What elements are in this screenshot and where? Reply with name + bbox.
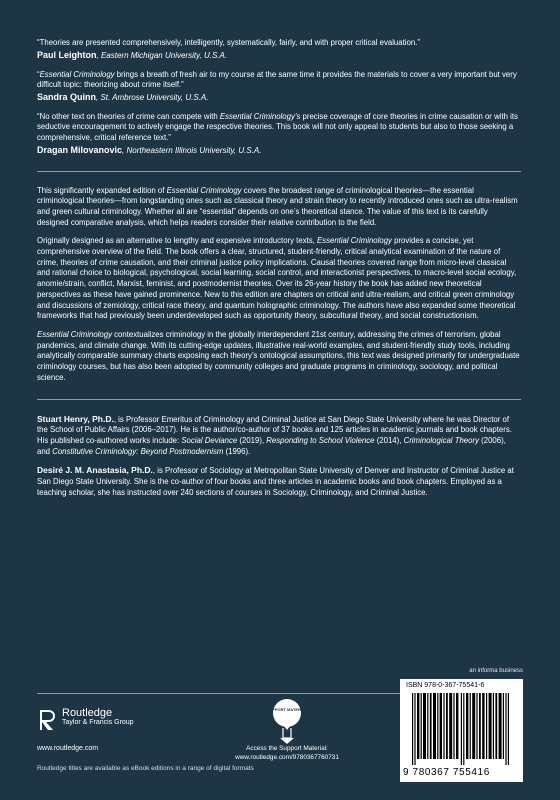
reviewer-affiliation: , St. Ambrose University, U.S.A. [96, 92, 209, 102]
reviewer-name: Paul Leighton [37, 49, 97, 60]
publisher-logo[interactable] [37, 708, 134, 732]
logo-wordmark [62, 708, 134, 728]
reviewer [37, 50, 521, 61]
author-name: Desiré J. M. Anastasia, Ph.D. [37, 465, 153, 476]
description-paragraph: This significantly expanded edition of Essential Criminology covers the broadest range of criminological theories—the essential criminological theories—from longstanding ones such as classical theory and strain theory to recently introduced ones such as ultra-realism and green cultural criminology. Whether all are “essential” depends on one’s theoretical stance. The value of this text is its carefully designed comparative analysis, which helps readers consider their relative contribution to the field. [37, 185, 518, 227]
publisher-tagline: an informa business [469, 668, 523, 674]
isbn: ISBN 978-0-367-75541-6 [406, 682, 485, 689]
description-paragraph: Originally designed as an alternative to lengthy and expensive introductory texts, Essential Criminology provides a concise, yet comprehensive overview of the field. The book offers a clear, structured, student-friendly, critical analytical examination of the nature of crime, theories of crime causation, and their criminal justice policy implications. Causal theories covered range from micro-level classical and rational choice to biological, psychological, social learning, social control, and interactionist perspectives, to macro-level social ecology, anomie/strain, conflict, Marxist, feminist, and postmodernist theories. Over its 26-year history the book has added new theoretical perspectives as these have gained prominence. New to this edition are chapters on critical and ultra-realism, and critical green criminology and discussions of zemiology, critical race theory, and quantum holographic criminology. The authors have also expanded some theoretical frameworks that had previously been underdeveloped such as opportunity theory, subcultural theory, and social constructionism. [37, 236, 517, 321]
book-title: Essential Criminology’s [219, 111, 301, 121]
book-title: Essential Criminology [37, 330, 112, 339]
work-title: Responding to School Violence [266, 435, 375, 445]
reviewer-affiliation: , Eastern Michigan University, U.S.A. [96, 50, 228, 60]
support-material-badge-icon [266, 698, 308, 744]
ebook-note: Routledge titles are available as eBook editions in a range of digital formats [37, 765, 254, 772]
review-quote-1 [37, 38, 521, 61]
logo-name: Routledge [62, 707, 113, 719]
divider [37, 171, 521, 172]
reviewer-name: Sandra Quinn [37, 91, 97, 102]
author-bio: Desiré J. M. Anastasia, Ph.D., is Professor of Sociology at Metropolitan State University of Denver and Instructor of Criminal Justice at San Diego State University. She is the co-author of four books and three articles in academic books and book chapters. Employed as a teaching scholar, she has instructed over 240 sections of courses in Sociology, Criminology, and Criminal Justice. [37, 465, 514, 497]
barcode [400, 679, 523, 782]
work-title: Criminological Theory [403, 435, 479, 445]
routledge-r-icon [37, 708, 57, 732]
support-line: Access the Support Material: [246, 745, 328, 752]
cover-text [37, 38, 521, 506]
author-bio: Stuart Henry, Ph.D., is Professor Emeritus of Criminology and Criminal Justice at San Diego State University where he was Director of the School of Public Affairs (2006–2017). He is the author/co-author of 37 books and 125 articles in academic journals and book chapters. His published co-authored works include: Social Deviance (2019), Responding to School Violence (2014), Criminological Theory (2006), and Constitutive Criminology: Beyond Postmodernism (1996). [37, 413, 512, 456]
support-badge-label: SUPPORT MATERIAL [266, 707, 308, 712]
work-title: Social Deviance [181, 435, 238, 445]
divider [37, 399, 521, 400]
support-url[interactable]: www.routledge.com/9780367760731 [235, 753, 339, 761]
quote-text: “No other text on theories of crime can compete with Essential Criminology’s precise coverage of core theories in crime causation or with its seductive encouragement to actively engage the respective theories. This book will not only appeal to students but also to those seeking a comprehensive, critical reference text.” [37, 111, 518, 142]
logo-subtitle: Taylor & Francis Group [62, 719, 134, 726]
description-paragraph: Essential Criminology contextualizes criminology in the globally interdependent 21st century, addressing the crimes of terrorism, global pandemics, and climate change. With its cutting-edge updates, illustrative real-world examples, and student-friendly study tools, including analytically comparable summary charts exposing each theory’s ontological assumptions, this text was designed primarily for undergraduate criminology courses, but has also been adopted by community colleges and graduate programs in criminology, sociology, and political science. [37, 330, 520, 382]
support-material[interactable] [232, 698, 342, 762]
barcode-number: 9 780367 755416 [403, 767, 490, 778]
review-quote-2 [37, 70, 521, 103]
quote-text: “Theories are presented comprehensively, intelligently, systematically, fairly, and with proper critical evaluation.” [37, 38, 420, 47]
book-description [37, 186, 521, 384]
reviewer-name: Dragan Milovanovic [37, 144, 123, 155]
book-title: Essential Criminology [39, 69, 115, 79]
publisher-url[interactable]: www.routledge.com [37, 745, 99, 752]
review-quote-3 [37, 112, 521, 156]
reviewer-affiliation: , Northeastern Illinois University, U.S.A. [122, 145, 262, 155]
reviewer [37, 145, 521, 156]
quote-text: “Essential Criminology brings a breath of fresh air to my course at the same time it provides the materials to cover a very important but very difficult topic: theorizing about crime itself.” [37, 69, 517, 90]
author-name: Stuart Henry, Ph.D. [37, 413, 114, 424]
barcode-bars [412, 693, 512, 765]
support-text [232, 745, 342, 762]
book-title: Essential Criminology [166, 185, 242, 195]
work-title: Constitutive Criminology: Beyond Postmodernism [52, 446, 224, 456]
reviewer [37, 92, 521, 103]
book-title: Essential Criminology [316, 236, 392, 246]
